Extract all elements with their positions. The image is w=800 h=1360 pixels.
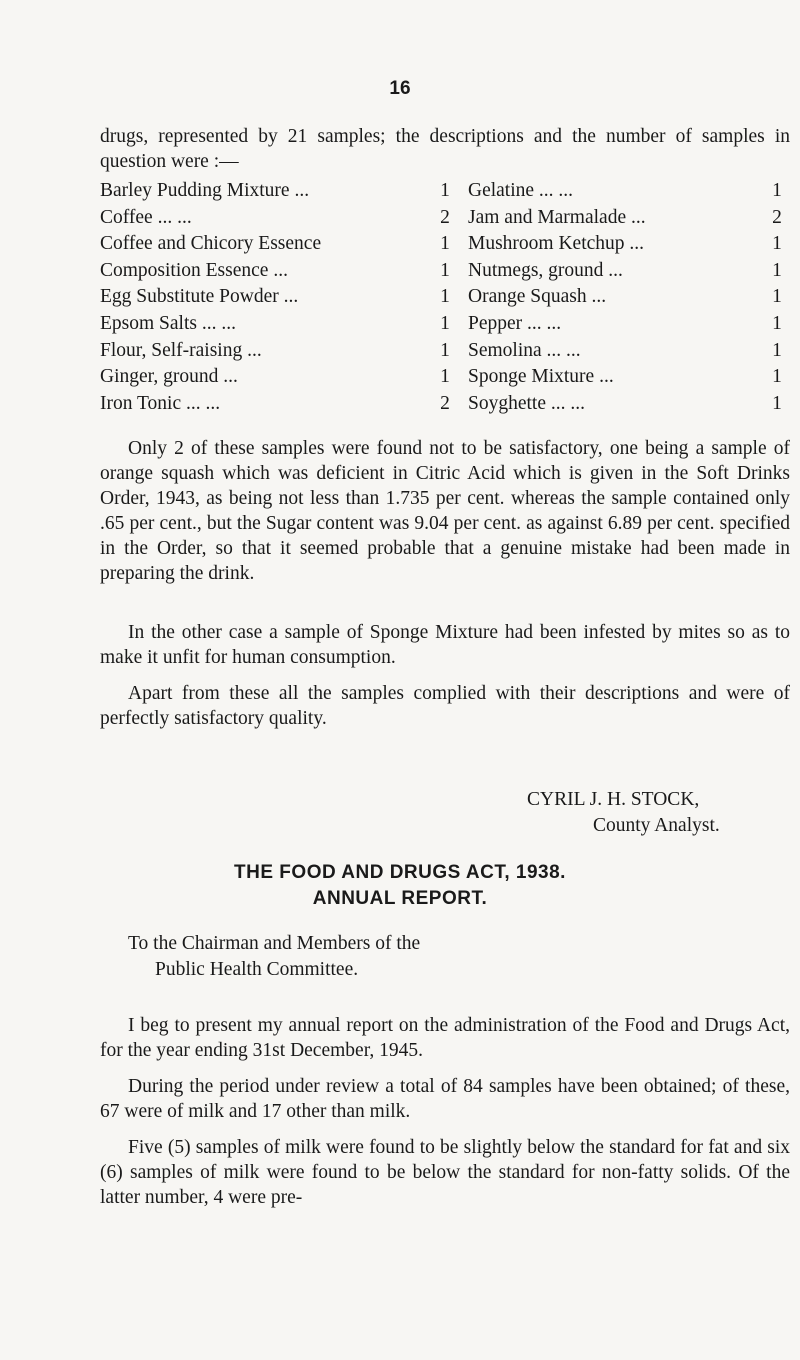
sample-count-left: 1	[440, 259, 450, 281]
sample-count-right: 1	[772, 286, 782, 308]
intro-paragraph: drugs, represented by 21 samples; the descriptions and the number of samples in question were :—	[100, 126, 790, 172]
sample-name-right: Jam and Marmalade ...	[468, 206, 646, 228]
sample-count-left: 1	[440, 286, 450, 308]
paragraph-sponge-text: In the other case a sample of Sponge Mixture had been infested by mites so as to make it unfit for human consumption.	[100, 622, 790, 668]
signature-name: CYRIL J. H. STOCK,	[527, 789, 700, 810]
table-row	[100, 178, 790, 205]
sample-name-left: Epsom Salts ... ...	[100, 312, 236, 334]
address-line-2: Public Health Committee.	[155, 959, 359, 980]
paragraph-apart	[100, 681, 790, 731]
sample-name-left: Egg Substitute Powder ...	[100, 286, 299, 308]
sample-name-left: Composition Essence ...	[100, 259, 288, 281]
sample-count-left: 1	[440, 366, 450, 388]
paragraph-five	[100, 1135, 790, 1210]
table-row	[100, 311, 790, 338]
sample-count-left: 1	[440, 312, 450, 334]
table-row	[100, 284, 790, 311]
paragraph-five-text: Five (5) samples of milk were found to be slightly below the standard for fat and six (6) samples of milk were found to be below the standard for non-fatty solids. Of the latter number, 4 were pre-	[100, 1137, 790, 1208]
sample-name-right: Semolina ... ...	[468, 339, 581, 361]
sample-name-left: Barley Pudding Mixture ...	[100, 180, 310, 201]
sample-count-left: 2	[440, 206, 450, 228]
sample-name-left: Iron Tonic ... ...	[100, 392, 221, 414]
sample-count-right: 1	[772, 392, 782, 414]
sample-name-right: Nutmegs, ground ...	[468, 259, 623, 281]
sample-count-left: 1	[440, 233, 450, 255]
paragraph-present-text: I beg to present my annual report on the administration of the Food and Drugs Act, for the year ending 31st December, 1945.	[100, 1015, 790, 1061]
paragraph-unsatisfactory-text: Only 2 of these samples were found not to be satisfactory, one being a sample of orange squash which was deficient in Citric Acid which is given in the Soft Drinks Order, 1943, as being not less than 1.735 per cent. whereas the sample contained only .65 per cent., but the Sugar content was 9.04 per cent. as against 6.89 per cent. specified in the Order, so that it seemed probable that a genuine mistake had been made in preparing the drink.	[100, 438, 790, 584]
sample-name-right: Soyghette ... ...	[468, 392, 585, 414]
paragraph-apart-text: Apart from these all the samples complied with their descriptions and were of perfectly satisfactory quality.	[100, 683, 790, 729]
sample-count-right: 1	[772, 312, 782, 334]
address-line-1: To the Chairman and Members of the	[128, 933, 421, 954]
table-row	[100, 258, 790, 285]
sample-name-left: Coffee ... ...	[100, 206, 192, 228]
sample-name-left: Coffee and Chicory Essence	[100, 233, 322, 255]
sample-count-right: 1	[772, 180, 782, 201]
sample-name-left: Flour, Self-raising ...	[100, 339, 262, 361]
samples-table	[100, 178, 790, 417]
table-row	[100, 338, 790, 365]
sample-name-right: Gelatine ... ...	[468, 180, 574, 201]
paragraph-unsatisfactory	[100, 436, 790, 586]
table-row	[100, 205, 790, 232]
sample-count-left: 1	[440, 180, 450, 201]
paragraph-period	[100, 1074, 790, 1124]
page-number: 16	[389, 78, 411, 99]
heading-act: THE FOOD AND DRUGS ACT, 1938.	[234, 862, 566, 883]
sample-count-right: 1	[772, 233, 782, 255]
sample-count-right: 1	[772, 259, 782, 281]
signature-title: County Analyst.	[593, 815, 720, 836]
sample-name-right: Mushroom Ketchup ...	[468, 233, 645, 255]
paragraph-sponge	[100, 620, 790, 670]
sample-count-right: 2	[772, 206, 782, 228]
sample-name-left: Ginger, ground ...	[100, 366, 238, 388]
sample-count-left: 2	[440, 392, 450, 414]
sample-name-right: Sponge Mixture ...	[468, 366, 614, 388]
table-row	[100, 364, 790, 391]
sample-count-right: 1	[772, 366, 782, 388]
table-row	[100, 231, 790, 258]
sample-count-left: 1	[440, 339, 450, 361]
sample-count-right: 1	[772, 339, 782, 361]
paragraph-period-text: During the period under review a total of 84 samples have been obtained; of these, 67 were of milk and 17 other than milk.	[100, 1076, 790, 1122]
table-row	[100, 391, 790, 418]
heading-report: ANNUAL REPORT.	[312, 888, 488, 909]
paragraph-present	[100, 1013, 790, 1063]
sample-name-right: Orange Squash ...	[468, 286, 607, 308]
sample-name-right: Pepper ... ...	[468, 312, 562, 334]
